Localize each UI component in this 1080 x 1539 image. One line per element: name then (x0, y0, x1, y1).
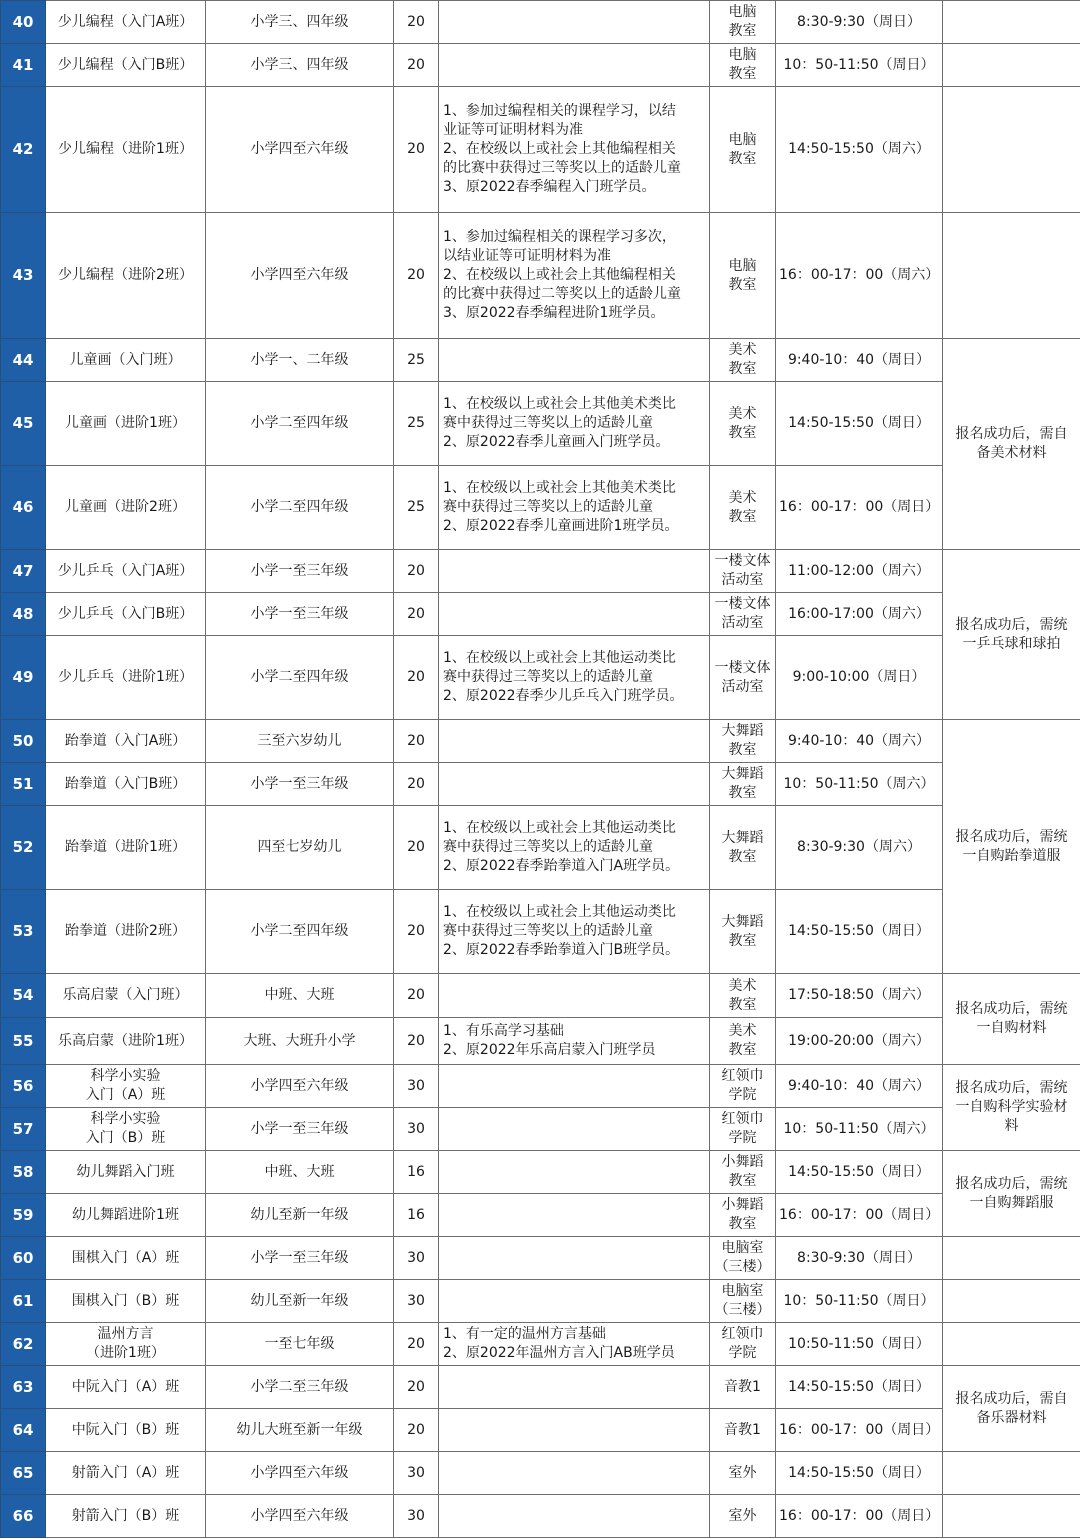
course-name: 围棋入门（B）班 (46, 1280, 206, 1323)
table-row (1, 87, 1080, 213)
class-time: 10:50-11:50（周日） (776, 1323, 943, 1366)
grade-level: 中班、大班 (206, 1151, 394, 1194)
table-row (1, 44, 1080, 87)
grade-level: 小学二至三年级 (206, 1366, 394, 1409)
remarks: 报名成功后，需自 备乐器材料 (943, 1366, 1080, 1452)
enrollment-quota: 25 (394, 339, 439, 382)
remarks (943, 213, 1080, 339)
row-number: 42 (1, 87, 46, 213)
enrollment-quota: 20 (394, 1409, 439, 1452)
class-time: 14:50-15:50（周日） (776, 1151, 943, 1194)
grade-level: 小学一至三年级 (206, 593, 394, 636)
course-name: 跆拳道（进阶2班） (46, 890, 206, 974)
grade-level: 小学四至六年级 (206, 87, 394, 213)
course-name: 射箭入门（A）班 (46, 1452, 206, 1495)
remarks: 报名成功后，需统 一乒乓球和球拍 (943, 550, 1080, 720)
row-number: 56 (1, 1065, 46, 1108)
remarks (943, 1495, 1080, 1538)
classroom: 小舞蹈 教室 (710, 1194, 776, 1237)
requirements (439, 1280, 710, 1323)
requirements (439, 1237, 710, 1280)
classroom: 大舞蹈 教室 (710, 890, 776, 974)
row-number: 63 (1, 1366, 46, 1409)
course-name: 幼儿舞蹈进阶1班 (46, 1194, 206, 1237)
course-name: 温州方言 （进阶1班） (46, 1323, 206, 1366)
table-row (1, 550, 1080, 593)
course-name: 儿童画（入门班） (46, 339, 206, 382)
course-name: 射箭入门（B）班 (46, 1495, 206, 1538)
classroom: 红领巾 学院 (710, 1323, 776, 1366)
enrollment-quota: 16 (394, 1151, 439, 1194)
remarks (943, 1452, 1080, 1495)
table-row (1, 593, 1080, 636)
course-name: 跆拳道（入门A班） (46, 720, 206, 763)
requirements (439, 974, 710, 1018)
class-time: 8:30-9:30（周六） (776, 806, 943, 890)
classroom: 音教1 (710, 1366, 776, 1409)
row-number: 44 (1, 339, 46, 382)
table-row (1, 1495, 1080, 1538)
class-time: 9:40-10：40（周六） (776, 720, 943, 763)
table-row (1, 1018, 1080, 1065)
course-name: 幼儿舞蹈入门班 (46, 1151, 206, 1194)
table-row (1, 1452, 1080, 1495)
row-number: 57 (1, 1108, 46, 1151)
class-time: 16：00-17：00（周日） (776, 1495, 943, 1538)
row-number: 40 (1, 1, 46, 44)
grade-level: 小学一至三年级 (206, 1108, 394, 1151)
classroom: 室外 (710, 1452, 776, 1495)
class-time: 8:30-9:30（周日） (776, 1, 943, 44)
classroom: 一楼文体 活动室 (710, 593, 776, 636)
enrollment-quota: 20 (394, 806, 439, 890)
table-row (1, 1, 1080, 44)
table-row (1, 1065, 1080, 1108)
course-name: 少儿编程（入门B班） (46, 44, 206, 87)
requirements: 1、参加过编程相关的课程学习多次， 以结业证等可证明材料为准 2、在校级以上或社会上其他编程相关 的比赛中获得过二等奖以上的适龄儿童 3、原2022春季编程进阶1班学员。 (439, 213, 710, 339)
table-row (1, 1366, 1080, 1409)
classroom: 电脑 教室 (710, 44, 776, 87)
classroom: 美术 教室 (710, 466, 776, 550)
grade-level: 小学四至六年级 (206, 213, 394, 339)
grade-level: 小学四至六年级 (206, 1495, 394, 1538)
course-name: 围棋入门（A）班 (46, 1237, 206, 1280)
course-name: 少儿编程（进阶2班） (46, 213, 206, 339)
enrollment-quota: 20 (394, 974, 439, 1018)
enrollment-quota: 20 (394, 636, 439, 720)
row-number: 64 (1, 1409, 46, 1452)
course-name: 跆拳道（入门B班） (46, 763, 206, 806)
enrollment-quota: 20 (394, 763, 439, 806)
classroom: 美术 教室 (710, 339, 776, 382)
classroom: 红领巾 学院 (710, 1065, 776, 1108)
requirements (439, 1, 710, 44)
row-number: 48 (1, 593, 46, 636)
table-row (1, 806, 1080, 890)
table-row (1, 1108, 1080, 1151)
table-row (1, 466, 1080, 550)
grade-level: 小学四至六年级 (206, 1065, 394, 1108)
grade-level: 中班、大班 (206, 974, 394, 1018)
enrollment-quota: 30 (394, 1237, 439, 1280)
requirements: 1、参加过编程相关的课程学习，以结 业证等可证明材料为准 2、在校级以上或社会上其他编程相关 的比赛中获得过三等奖以上的适龄儿童 3、原2022春季编程入门班学员。 (439, 87, 710, 213)
row-number: 41 (1, 44, 46, 87)
course-name: 乐高启蒙（入门班） (46, 974, 206, 1018)
course-name: 中阮入门（A）班 (46, 1366, 206, 1409)
classroom: 美术 教室 (710, 1018, 776, 1065)
grade-level: 幼儿大班至新一年级 (206, 1409, 394, 1452)
table-row (1, 1409, 1080, 1452)
course-name: 少儿编程（进阶1班） (46, 87, 206, 213)
table-row (1, 1194, 1080, 1237)
requirements: 1、在校级以上或社会上其他美术类比 赛中获得过三等奖以上的适龄儿童 2、原2022春季儿童画入门班学员。 (439, 382, 710, 466)
class-time: 14:50-15:50（周日） (776, 1366, 943, 1409)
table-row (1, 382, 1080, 466)
course-name: 少儿乒乓（进阶1班） (46, 636, 206, 720)
table-row (1, 1237, 1080, 1280)
table-row (1, 636, 1080, 720)
classroom: 一楼文体 活动室 (710, 636, 776, 720)
class-time: 14:50-15:50（周六） (776, 87, 943, 213)
grade-level: 小学二至四年级 (206, 890, 394, 974)
class-time: 10：50-11:50（周六） (776, 1108, 943, 1151)
class-time: 16：00-17：00（周日） (776, 466, 943, 550)
enrollment-quota: 20 (394, 890, 439, 974)
row-number: 49 (1, 636, 46, 720)
course-name: 跆拳道（进阶1班） (46, 806, 206, 890)
enrollment-quota: 30 (394, 1108, 439, 1151)
course-name: 儿童画（进阶1班） (46, 382, 206, 466)
classroom: 大舞蹈 教室 (710, 720, 776, 763)
requirements (439, 1065, 710, 1108)
class-time: 19:00-20:00（周六） (776, 1018, 943, 1065)
remarks: 报名成功后，需统 一自购舞蹈服 (943, 1151, 1080, 1237)
row-number: 60 (1, 1237, 46, 1280)
requirements (439, 1409, 710, 1452)
classroom: 小舞蹈 教室 (710, 1151, 776, 1194)
classroom: 红领巾 学院 (710, 1108, 776, 1151)
remarks (943, 1323, 1080, 1366)
row-number: 45 (1, 382, 46, 466)
enrollment-quota: 16 (394, 1194, 439, 1237)
class-time: 16：00-17：00（周六） (776, 213, 943, 339)
class-time: 14:50-15:50（周日） (776, 382, 943, 466)
class-time: 16：00-17：00（周日） (776, 1194, 943, 1237)
table-row (1, 1323, 1080, 1366)
enrollment-quota: 20 (394, 593, 439, 636)
grade-level: 小学一至三年级 (206, 550, 394, 593)
class-time: 17:50-18:50（周六） (776, 974, 943, 1018)
row-number: 50 (1, 720, 46, 763)
table-row (1, 339, 1080, 382)
row-number: 52 (1, 806, 46, 890)
grade-level: 大班、大班升小学 (206, 1018, 394, 1065)
enrollment-quota: 20 (394, 1, 439, 44)
remarks (943, 1, 1080, 44)
classroom: 一楼文体 活动室 (710, 550, 776, 593)
class-time: 9:40-10：40（周日） (776, 339, 943, 382)
classroom: 大舞蹈 教室 (710, 806, 776, 890)
row-number: 55 (1, 1018, 46, 1065)
requirements (439, 763, 710, 806)
requirements (439, 1194, 710, 1237)
grade-level: 幼儿至新一年级 (206, 1280, 394, 1323)
class-time: 9:00-10:00（周日） (776, 636, 943, 720)
enrollment-quota: 20 (394, 1323, 439, 1366)
class-time: 10：50-11:50（周日） (776, 1280, 943, 1323)
enrollment-quota: 20 (394, 87, 439, 213)
enrollment-quota: 30 (394, 1452, 439, 1495)
row-number: 65 (1, 1452, 46, 1495)
enrollment-quota: 20 (394, 720, 439, 763)
grade-level: 小学一至三年级 (206, 1237, 394, 1280)
classroom: 美术 教室 (710, 974, 776, 1018)
class-time: 10：50-11:50（周日） (776, 44, 943, 87)
classroom: 电脑室 （三楼） (710, 1280, 776, 1323)
class-time: 14:50-15:50（周日） (776, 890, 943, 974)
enrollment-quota: 20 (394, 213, 439, 339)
row-number: 54 (1, 974, 46, 1018)
row-number: 46 (1, 466, 46, 550)
remarks (943, 1280, 1080, 1323)
grade-level: 小学三、四年级 (206, 1, 394, 44)
enrollment-quota: 20 (394, 1366, 439, 1409)
row-number: 62 (1, 1323, 46, 1366)
table-row (1, 1280, 1080, 1323)
enrollment-quota: 20 (394, 550, 439, 593)
remarks: 报名成功后，需统 一自购材料 (943, 974, 1080, 1065)
remarks: 报名成功后，需统 一自购跆拳道服 (943, 720, 1080, 974)
grade-level: 小学一至三年级 (206, 763, 394, 806)
classroom: 电脑 教室 (710, 1, 776, 44)
row-number: 61 (1, 1280, 46, 1323)
course-name: 乐高启蒙（进阶1班） (46, 1018, 206, 1065)
requirements: 1、有乐高学习基础 2、原2022年乐高启蒙入门班学员 (439, 1018, 710, 1065)
class-time: 11:00-12:00（周六） (776, 550, 943, 593)
grade-level: 小学三、四年级 (206, 44, 394, 87)
class-time: 14:50-15:50（周日） (776, 1452, 943, 1495)
enrollment-quota: 25 (394, 382, 439, 466)
requirements (439, 550, 710, 593)
course-name: 少儿乒乓（入门A班） (46, 550, 206, 593)
grade-level: 小学二至四年级 (206, 382, 394, 466)
remarks: 报名成功后，需统 一自购科学实验材 料 (943, 1065, 1080, 1151)
course-name: 科学小实验 入门（B）班 (46, 1108, 206, 1151)
classroom: 电脑 教室 (710, 87, 776, 213)
remarks (943, 87, 1080, 213)
grade-level: 一至七年级 (206, 1323, 394, 1366)
course-name: 儿童画（进阶2班） (46, 466, 206, 550)
requirements (439, 1108, 710, 1151)
classroom: 音教1 (710, 1409, 776, 1452)
requirements: 1、在校级以上或社会上其他运动类比 赛中获得过三等奖以上的适龄儿童 2、原2022春季跆拳道入门A班学员。 (439, 806, 710, 890)
enrollment-quota: 30 (394, 1495, 439, 1538)
grade-level: 幼儿至新一年级 (206, 1194, 394, 1237)
table-row (1, 1151, 1080, 1194)
row-number: 59 (1, 1194, 46, 1237)
grade-level: 小学四至六年级 (206, 1452, 394, 1495)
class-time: 8:30-9:30（周日） (776, 1237, 943, 1280)
row-number: 51 (1, 763, 46, 806)
grade-level: 小学二至四年级 (206, 466, 394, 550)
class-time: 16：00-17：00（周日） (776, 1409, 943, 1452)
remarks: 报名成功后，需自 备美术材料 (943, 339, 1080, 550)
classroom: 室外 (710, 1495, 776, 1538)
requirements (439, 1151, 710, 1194)
grade-level: 三至六岁幼儿 (206, 720, 394, 763)
course-name: 少儿乒乓（入门B班） (46, 593, 206, 636)
requirements (439, 1366, 710, 1409)
remarks (943, 44, 1080, 87)
requirements (439, 44, 710, 87)
row-number: 47 (1, 550, 46, 593)
row-number: 58 (1, 1151, 46, 1194)
classroom: 电脑室 （三楼） (710, 1237, 776, 1280)
table-row (1, 213, 1080, 339)
grade-level: 小学一、二年级 (206, 339, 394, 382)
course-name: 中阮入门（B）班 (46, 1409, 206, 1452)
class-time: 16:00-17:00（周六） (776, 593, 943, 636)
row-number: 53 (1, 890, 46, 974)
course-name: 少儿编程（入门A班） (46, 1, 206, 44)
grade-level: 四至七岁幼儿 (206, 806, 394, 890)
requirements (439, 339, 710, 382)
enrollment-quota: 30 (394, 1065, 439, 1108)
requirements: 1、在校级以上或社会上其他美术类比 赛中获得过三等奖以上的适龄儿童 2、原2022春季儿童画进阶1班学员。 (439, 466, 710, 550)
grade-level: 小学二至四年级 (206, 636, 394, 720)
classroom: 大舞蹈 教室 (710, 763, 776, 806)
row-number: 43 (1, 213, 46, 339)
requirements (439, 720, 710, 763)
requirements (439, 1452, 710, 1495)
class-time: 9:40-10：40（周六） (776, 1065, 943, 1108)
requirements: 1、在校级以上或社会上其他运动类比 赛中获得过三等奖以上的适龄儿童 2、原2022春季跆拳道入门B班学员。 (439, 890, 710, 974)
classroom: 电脑 教室 (710, 213, 776, 339)
table-row (1, 763, 1080, 806)
class-time: 10：50-11:50（周六） (776, 763, 943, 806)
enrollment-quota: 30 (394, 1280, 439, 1323)
table-row (1, 720, 1080, 763)
enrollment-quota: 20 (394, 44, 439, 87)
remarks (943, 1237, 1080, 1280)
course-name: 科学小实验 入门（A）班 (46, 1065, 206, 1108)
table-row (1, 890, 1080, 974)
requirements: 1、有一定的温州方言基础 2、原2022年温州方言入门AB班学员 (439, 1323, 710, 1366)
requirements (439, 1495, 710, 1538)
table-row (1, 974, 1080, 1018)
requirements (439, 593, 710, 636)
row-number: 66 (1, 1495, 46, 1538)
enrollment-quota: 25 (394, 466, 439, 550)
enrollment-quota: 20 (394, 1018, 439, 1065)
requirements: 1、在校级以上或社会上其他运动类比 赛中获得过三等奖以上的适龄儿童 2、原2022春季少儿乒乓入门班学员。 (439, 636, 710, 720)
classroom: 美术 教室 (710, 382, 776, 466)
